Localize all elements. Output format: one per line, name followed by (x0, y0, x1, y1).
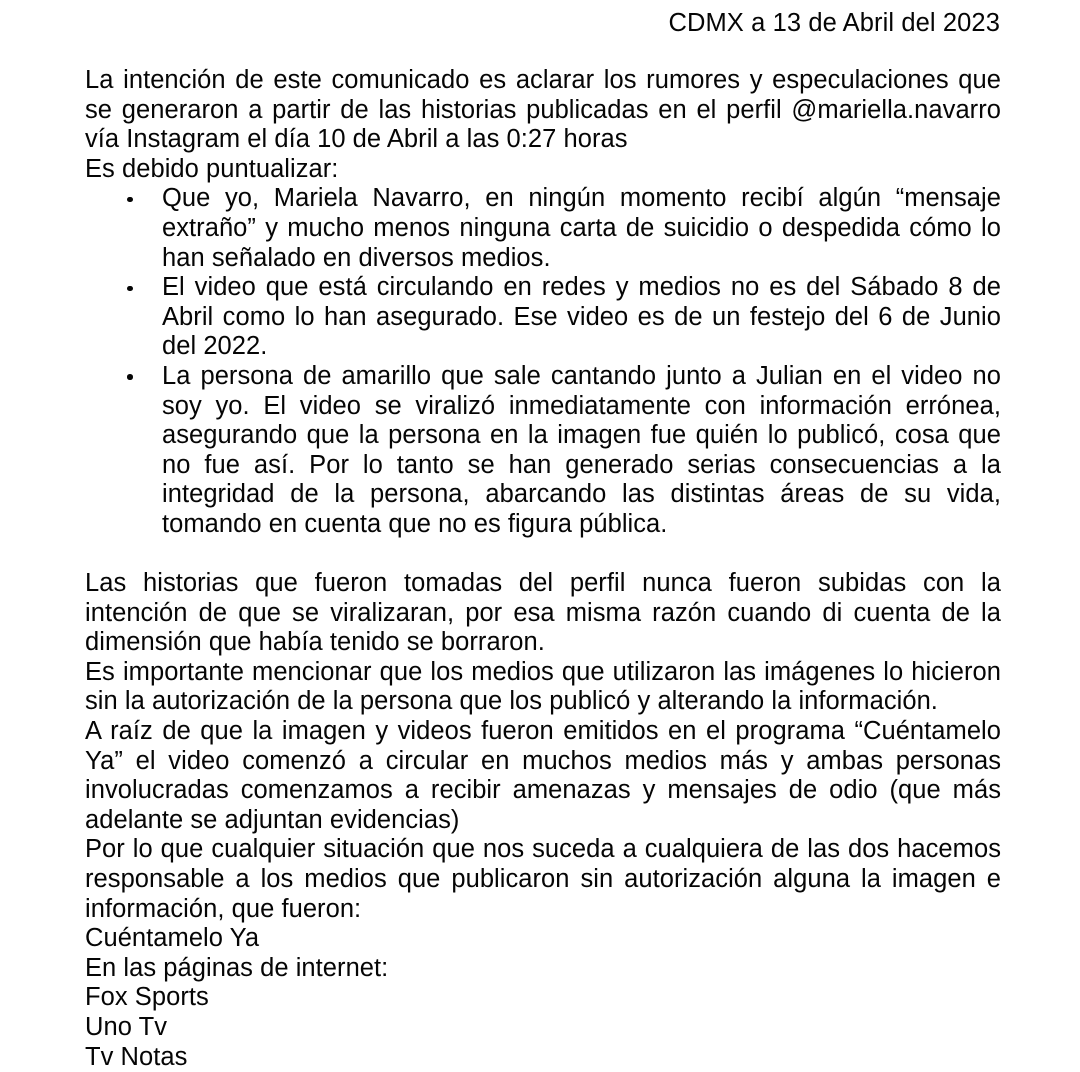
intro-paragraph: La intención de este comunicado es aclarar los rumores y especulaciones que se generaron a partir de las historias publicadas en el perfil @mariella.navarro vía Instagram el día 10 de Abril a las 0:27 horas (85, 66, 1009, 154)
bullet-dot-icon (127, 286, 133, 292)
list-item-text: El video que está circulando en redes y medios no es del Sábado 8 de Abril como lo han asegurado. Ese video es de un festejo del 6 de Junio del 2022. (162, 273, 1001, 361)
list-item (85, 273, 1001, 362)
list-item (85, 184, 1001, 273)
list-item (85, 362, 1001, 540)
document-body (85, 66, 1009, 1072)
list-item-text: Que yo, Mariela Navarro, en ningún momento recibí algún “mensaje extraño” y mucho menos ninguna carta de suicidio o despedida cómo lo han señalado en diversos medios. (162, 184, 1001, 272)
paragraph-stories: Las historias que fueron tomadas del perfil nunca fueron subidas con la intención de que se viralizaran, por esa misma razón cuando di cuenta de la dimensión que había tenido se borraron. (85, 569, 1009, 657)
list-item-text: La persona de amarillo que sale cantando junto a Julian en el video no soy yo. El video se viralizó inmediatamente con información errónea, asegurando que la persona en la imagen fue quién lo publicó, cosa que no fue así. Por lo tanto se han generado serias consecuencias a la integridad de la persona, abarcando las distintas áreas de su vida, tomando en cuenta que no es figura pública. (162, 361, 1001, 538)
paragraph-media-authorization: Es importante mencionar que los medios que utilizaron las imágenes lo hicieron sin la autorización de la persona que los publicó y alterando la información. (85, 657, 1009, 716)
bullet-dot-icon (127, 197, 133, 203)
lead-in-line: Es debido puntualizar: (85, 154, 339, 183)
media-outlet-tv-program: Cuéntamelo Ya (85, 924, 260, 953)
media-outlet-website: Tv Notas (85, 1042, 188, 1071)
place-and-date-header: CDMX a 13 de Abril del 2023 (668, 9, 1000, 37)
websites-label: En las páginas de internet: (85, 953, 389, 982)
paragraph-program-spread: A raíz de que la imagen y videos fueron emitidos en el programa “Cuéntamelo Ya” el video comenzó a circular en muchos medios más y ambas personas involucradas comenzamos a recibir amenazas y mensajes de odio (que más adelante se adjuntan evidencias) (85, 717, 1009, 834)
media-outlet-website: Uno Tv (85, 1013, 168, 1041)
bullet-dot-icon (127, 374, 133, 380)
media-outlet-list (85, 924, 1001, 1072)
paragraph-spacer (85, 540, 1001, 570)
media-outlet-website: Fox Sports (85, 983, 209, 1012)
paragraph-responsibility: Por lo que cualquier situación que nos suceda a cualquiera de las dos hacemos responsable a los medios que publicaron sin autorización alguna la imagen e información, que fueron: (85, 835, 1009, 923)
points-list (85, 184, 1001, 539)
